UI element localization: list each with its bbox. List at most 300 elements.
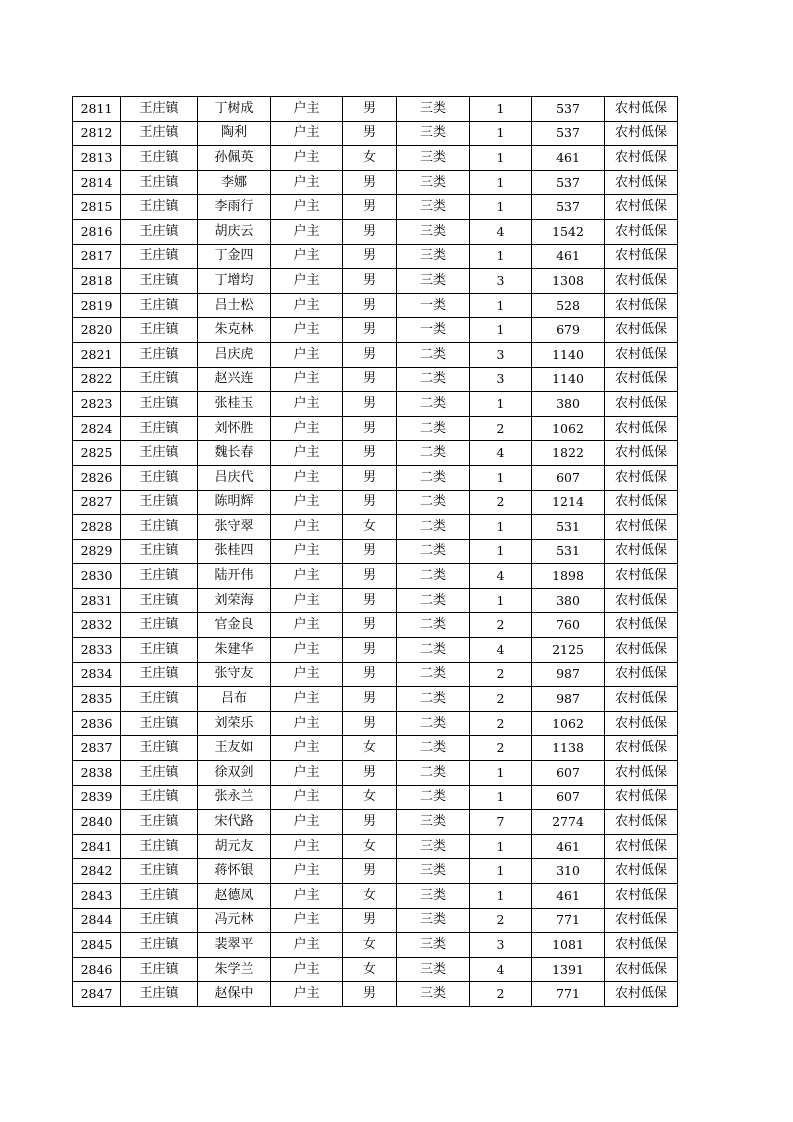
member-count-cell: 2 (470, 711, 532, 736)
category-cell: 三类 (397, 269, 470, 294)
sex-cell: 男 (343, 416, 397, 441)
member-count-cell: 1 (470, 785, 532, 810)
row-number-cell: 2841 (73, 834, 121, 859)
category-cell: 三类 (397, 957, 470, 982)
household-role-cell: 户主 (271, 859, 343, 884)
person-name-cell: 吕布 (198, 687, 271, 712)
sex-cell: 男 (343, 97, 397, 122)
table-row (73, 884, 678, 909)
person-name-cell: 赵保中 (198, 982, 271, 1007)
amount-cell: 537 (532, 97, 605, 122)
row-number-cell: 2833 (73, 638, 121, 663)
household-role-cell: 户主 (271, 957, 343, 982)
member-count-cell: 1 (470, 884, 532, 909)
row-number-cell: 2823 (73, 392, 121, 417)
sex-cell: 女 (343, 736, 397, 761)
household-role-cell: 户主 (271, 97, 343, 122)
member-count-cell: 1 (470, 121, 532, 146)
category-cell: 二类 (397, 785, 470, 810)
category-cell: 三类 (397, 97, 470, 122)
category-cell: 二类 (397, 761, 470, 786)
assistance-type-cell: 农村低保 (605, 342, 678, 367)
amount-cell: 1214 (532, 490, 605, 515)
assistance-type-cell: 农村低保 (605, 761, 678, 786)
amount-cell: 1081 (532, 933, 605, 958)
sex-cell: 女 (343, 834, 397, 859)
category-cell: 二类 (397, 613, 470, 638)
amount-cell: 1062 (532, 711, 605, 736)
assistance-type-cell: 农村低保 (605, 957, 678, 982)
assistance-type-cell: 农村低保 (605, 785, 678, 810)
person-name-cell: 孙佩英 (198, 146, 271, 171)
assistance-type-cell: 农村低保 (605, 834, 678, 859)
town-cell: 王庄镇 (121, 736, 198, 761)
member-count-cell: 1 (470, 465, 532, 490)
person-name-cell: 陶利 (198, 121, 271, 146)
member-count-cell: 2 (470, 490, 532, 515)
assistance-type-cell: 农村低保 (605, 588, 678, 613)
town-cell: 王庄镇 (121, 219, 198, 244)
member-count-cell: 3 (470, 269, 532, 294)
member-count-cell: 1 (470, 859, 532, 884)
town-cell: 王庄镇 (121, 441, 198, 466)
table-row (73, 785, 678, 810)
amount-cell: 1542 (532, 219, 605, 244)
town-cell: 王庄镇 (121, 293, 198, 318)
town-cell: 王庄镇 (121, 908, 198, 933)
roster-table (72, 96, 678, 1007)
assistance-type-cell: 农村低保 (605, 269, 678, 294)
sex-cell: 男 (343, 810, 397, 835)
town-cell: 王庄镇 (121, 687, 198, 712)
person-name-cell: 张守翠 (198, 515, 271, 540)
household-role-cell: 户主 (271, 564, 343, 589)
amount-cell: 607 (532, 761, 605, 786)
household-role-cell: 户主 (271, 195, 343, 220)
town-cell: 王庄镇 (121, 539, 198, 564)
person-name-cell: 裴翠平 (198, 933, 271, 958)
row-number-cell: 2847 (73, 982, 121, 1007)
person-name-cell: 陈明辉 (198, 490, 271, 515)
household-role-cell: 户主 (271, 490, 343, 515)
assistance-type-cell: 农村低保 (605, 367, 678, 392)
household-role-cell: 户主 (271, 834, 343, 859)
table-row (73, 834, 678, 859)
household-role-cell: 户主 (271, 219, 343, 244)
household-role-cell: 户主 (271, 539, 343, 564)
amount-cell: 461 (532, 244, 605, 269)
sex-cell: 女 (343, 515, 397, 540)
table-row (73, 761, 678, 786)
sex-cell: 男 (343, 392, 397, 417)
row-number-cell: 2811 (73, 97, 121, 122)
town-cell: 王庄镇 (121, 121, 198, 146)
sex-cell: 男 (343, 588, 397, 613)
category-cell: 二类 (397, 662, 470, 687)
amount-cell: 461 (532, 834, 605, 859)
row-number-cell: 2845 (73, 933, 121, 958)
household-role-cell: 户主 (271, 711, 343, 736)
amount-cell: 310 (532, 859, 605, 884)
table-row (73, 539, 678, 564)
table-row (73, 342, 678, 367)
member-count-cell: 2 (470, 687, 532, 712)
sex-cell: 男 (343, 539, 397, 564)
row-number-cell: 2843 (73, 884, 121, 909)
table-row (73, 588, 678, 613)
category-cell: 二类 (397, 367, 470, 392)
household-role-cell: 户主 (271, 884, 343, 909)
household-role-cell: 户主 (271, 465, 343, 490)
assistance-type-cell: 农村低保 (605, 170, 678, 195)
table-row (73, 219, 678, 244)
sex-cell: 男 (343, 269, 397, 294)
category-cell: 一类 (397, 318, 470, 343)
member-count-cell: 2 (470, 416, 532, 441)
sex-cell: 男 (343, 465, 397, 490)
sex-cell: 男 (343, 761, 397, 786)
member-count-cell: 1 (470, 293, 532, 318)
category-cell: 三类 (397, 982, 470, 1007)
amount-cell: 528 (532, 293, 605, 318)
person-name-cell: 宋代路 (198, 810, 271, 835)
town-cell: 王庄镇 (121, 195, 198, 220)
member-count-cell: 2 (470, 982, 532, 1007)
roster-body (73, 97, 678, 1007)
sex-cell: 男 (343, 687, 397, 712)
member-count-cell: 1 (470, 318, 532, 343)
household-role-cell: 户主 (271, 170, 343, 195)
amount-cell: 1898 (532, 564, 605, 589)
person-name-cell: 徐双剑 (198, 761, 271, 786)
town-cell: 王庄镇 (121, 711, 198, 736)
household-role-cell: 户主 (271, 908, 343, 933)
household-role-cell: 户主 (271, 785, 343, 810)
row-number-cell: 2828 (73, 515, 121, 540)
assistance-type-cell: 农村低保 (605, 441, 678, 466)
table-row (73, 859, 678, 884)
assistance-type-cell: 农村低保 (605, 613, 678, 638)
assistance-type-cell: 农村低保 (605, 539, 678, 564)
household-role-cell: 户主 (271, 588, 343, 613)
row-number-cell: 2844 (73, 908, 121, 933)
person-name-cell: 朱克林 (198, 318, 271, 343)
household-role-cell: 户主 (271, 810, 343, 835)
assistance-type-cell: 农村低保 (605, 908, 678, 933)
row-number-cell: 2822 (73, 367, 121, 392)
table-row (73, 957, 678, 982)
table-row (73, 515, 678, 540)
person-name-cell: 李娜 (198, 170, 271, 195)
member-count-cell: 1 (470, 834, 532, 859)
member-count-cell: 1 (470, 761, 532, 786)
amount-cell: 537 (532, 121, 605, 146)
household-role-cell: 户主 (271, 687, 343, 712)
category-cell: 二类 (397, 465, 470, 490)
member-count-cell: 1 (470, 392, 532, 417)
town-cell: 王庄镇 (121, 662, 198, 687)
town-cell: 王庄镇 (121, 416, 198, 441)
row-number-cell: 2840 (73, 810, 121, 835)
sex-cell: 男 (343, 342, 397, 367)
amount-cell: 537 (532, 170, 605, 195)
person-name-cell: 张永兰 (198, 785, 271, 810)
amount-cell: 987 (532, 662, 605, 687)
row-number-cell: 2831 (73, 588, 121, 613)
row-number-cell: 2812 (73, 121, 121, 146)
town-cell: 王庄镇 (121, 982, 198, 1007)
row-number-cell: 2838 (73, 761, 121, 786)
member-count-cell: 1 (470, 244, 532, 269)
sex-cell: 男 (343, 367, 397, 392)
amount-cell: 679 (532, 318, 605, 343)
town-cell: 王庄镇 (121, 933, 198, 958)
row-number-cell: 2827 (73, 490, 121, 515)
town-cell: 王庄镇 (121, 810, 198, 835)
table-row (73, 687, 678, 712)
town-cell: 王庄镇 (121, 564, 198, 589)
amount-cell: 1140 (532, 367, 605, 392)
sex-cell: 女 (343, 933, 397, 958)
row-number-cell: 2817 (73, 244, 121, 269)
table-row (73, 293, 678, 318)
amount-cell: 1391 (532, 957, 605, 982)
town-cell: 王庄镇 (121, 465, 198, 490)
assistance-type-cell: 农村低保 (605, 810, 678, 835)
amount-cell: 461 (532, 884, 605, 909)
row-number-cell: 2820 (73, 318, 121, 343)
member-count-cell: 3 (470, 933, 532, 958)
category-cell: 二类 (397, 638, 470, 663)
town-cell: 王庄镇 (121, 884, 198, 909)
category-cell: 三类 (397, 146, 470, 171)
household-role-cell: 户主 (271, 638, 343, 663)
town-cell: 王庄镇 (121, 834, 198, 859)
assistance-type-cell: 农村低保 (605, 933, 678, 958)
category-cell: 二类 (397, 687, 470, 712)
sex-cell: 男 (343, 662, 397, 687)
category-cell: 二类 (397, 539, 470, 564)
category-cell: 三类 (397, 884, 470, 909)
member-count-cell: 3 (470, 342, 532, 367)
sex-cell: 男 (343, 244, 397, 269)
person-name-cell: 张桂四 (198, 539, 271, 564)
household-role-cell: 户主 (271, 244, 343, 269)
sex-cell: 男 (343, 638, 397, 663)
assistance-type-cell: 农村低保 (605, 392, 678, 417)
table-row (73, 613, 678, 638)
sex-cell: 男 (343, 490, 397, 515)
town-cell: 王庄镇 (121, 761, 198, 786)
assistance-type-cell: 农村低保 (605, 121, 678, 146)
person-name-cell: 张桂玉 (198, 392, 271, 417)
town-cell: 王庄镇 (121, 859, 198, 884)
household-role-cell: 户主 (271, 392, 343, 417)
assistance-type-cell: 农村低保 (605, 97, 678, 122)
member-count-cell: 1 (470, 97, 532, 122)
assistance-type-cell: 农村低保 (605, 465, 678, 490)
person-name-cell: 丁增均 (198, 269, 271, 294)
assistance-type-cell: 农村低保 (605, 293, 678, 318)
member-count-cell: 1 (470, 515, 532, 540)
amount-cell: 1138 (532, 736, 605, 761)
table-row (73, 146, 678, 171)
table-row (73, 638, 678, 663)
amount-cell: 461 (532, 146, 605, 171)
person-name-cell: 吕庆代 (198, 465, 271, 490)
sex-cell: 男 (343, 219, 397, 244)
amount-cell: 2125 (532, 638, 605, 663)
sex-cell: 男 (343, 318, 397, 343)
person-name-cell: 魏长春 (198, 441, 271, 466)
table-row (73, 318, 678, 343)
table-row (73, 97, 678, 122)
household-role-cell: 户主 (271, 293, 343, 318)
category-cell: 二类 (397, 416, 470, 441)
category-cell: 二类 (397, 441, 470, 466)
household-role-cell: 户主 (271, 613, 343, 638)
category-cell: 一类 (397, 293, 470, 318)
town-cell: 王庄镇 (121, 367, 198, 392)
amount-cell: 380 (532, 392, 605, 417)
table-row (73, 392, 678, 417)
row-number-cell: 2814 (73, 170, 121, 195)
table-row (73, 269, 678, 294)
sex-cell: 男 (343, 195, 397, 220)
table-row (73, 170, 678, 195)
row-number-cell: 2834 (73, 662, 121, 687)
category-cell: 二类 (397, 490, 470, 515)
table-row (73, 195, 678, 220)
household-role-cell: 户主 (271, 342, 343, 367)
category-cell: 三类 (397, 170, 470, 195)
member-count-cell: 1 (470, 146, 532, 171)
row-number-cell: 2846 (73, 957, 121, 982)
town-cell: 王庄镇 (121, 318, 198, 343)
table-row (73, 465, 678, 490)
category-cell: 二类 (397, 342, 470, 367)
member-count-cell: 2 (470, 613, 532, 638)
table-row (73, 490, 678, 515)
household-role-cell: 户主 (271, 761, 343, 786)
table-row (73, 367, 678, 392)
household-role-cell: 户主 (271, 441, 343, 466)
member-count-cell: 4 (470, 219, 532, 244)
assistance-type-cell: 农村低保 (605, 515, 678, 540)
household-role-cell: 户主 (271, 367, 343, 392)
person-name-cell: 王友如 (198, 736, 271, 761)
member-count-cell: 2 (470, 908, 532, 933)
assistance-type-cell: 农村低保 (605, 859, 678, 884)
assistance-type-cell: 农村低保 (605, 490, 678, 515)
member-count-cell: 7 (470, 810, 532, 835)
assistance-type-cell: 农村低保 (605, 711, 678, 736)
amount-cell: 771 (532, 982, 605, 1007)
person-name-cell: 官金良 (198, 613, 271, 638)
assistance-type-cell: 农村低保 (605, 219, 678, 244)
row-number-cell: 2819 (73, 293, 121, 318)
town-cell: 王庄镇 (121, 785, 198, 810)
row-number-cell: 2821 (73, 342, 121, 367)
household-role-cell: 户主 (271, 269, 343, 294)
member-count-cell: 1 (470, 539, 532, 564)
person-name-cell: 朱学兰 (198, 957, 271, 982)
sex-cell: 男 (343, 908, 397, 933)
sex-cell: 男 (343, 982, 397, 1007)
person-name-cell: 李雨行 (198, 195, 271, 220)
sex-cell: 女 (343, 884, 397, 909)
household-role-cell: 户主 (271, 318, 343, 343)
row-number-cell: 2825 (73, 441, 121, 466)
table-row (73, 564, 678, 589)
sex-cell: 男 (343, 170, 397, 195)
person-name-cell: 吕庆虎 (198, 342, 271, 367)
sex-cell: 女 (343, 785, 397, 810)
town-cell: 王庄镇 (121, 97, 198, 122)
assistance-type-cell: 农村低保 (605, 564, 678, 589)
member-count-cell: 1 (470, 588, 532, 613)
assistance-type-cell: 农村低保 (605, 195, 678, 220)
member-count-cell: 4 (470, 441, 532, 466)
assistance-type-cell: 农村低保 (605, 318, 678, 343)
row-number-cell: 2830 (73, 564, 121, 589)
sex-cell: 女 (343, 957, 397, 982)
amount-cell: 1140 (532, 342, 605, 367)
amount-cell: 537 (532, 195, 605, 220)
amount-cell: 380 (532, 588, 605, 613)
category-cell: 三类 (397, 244, 470, 269)
category-cell: 三类 (397, 933, 470, 958)
member-count-cell: 1 (470, 170, 532, 195)
sex-cell: 男 (343, 293, 397, 318)
table-row (73, 982, 678, 1007)
row-number-cell: 2836 (73, 711, 121, 736)
category-cell: 二类 (397, 711, 470, 736)
category-cell: 三类 (397, 195, 470, 220)
row-number-cell: 2815 (73, 195, 121, 220)
person-name-cell: 刘怀胜 (198, 416, 271, 441)
amount-cell: 531 (532, 539, 605, 564)
household-role-cell: 户主 (271, 933, 343, 958)
table-row (73, 441, 678, 466)
row-number-cell: 2832 (73, 613, 121, 638)
member-count-cell: 4 (470, 564, 532, 589)
category-cell: 三类 (397, 121, 470, 146)
category-cell: 二类 (397, 736, 470, 761)
member-count-cell: 4 (470, 957, 532, 982)
assistance-type-cell: 农村低保 (605, 146, 678, 171)
person-name-cell: 朱建华 (198, 638, 271, 663)
assistance-type-cell: 农村低保 (605, 736, 678, 761)
sex-cell: 男 (343, 859, 397, 884)
assistance-type-cell: 农村低保 (605, 687, 678, 712)
row-number-cell: 2835 (73, 687, 121, 712)
table-row (73, 810, 678, 835)
household-role-cell: 户主 (271, 121, 343, 146)
member-count-cell: 3 (470, 367, 532, 392)
row-number-cell: 2839 (73, 785, 121, 810)
town-cell: 王庄镇 (121, 170, 198, 195)
category-cell: 三类 (397, 834, 470, 859)
sex-cell: 男 (343, 121, 397, 146)
town-cell: 王庄镇 (121, 146, 198, 171)
row-number-cell: 2818 (73, 269, 121, 294)
assistance-type-cell: 农村低保 (605, 662, 678, 687)
person-name-cell: 丁金四 (198, 244, 271, 269)
amount-cell: 531 (532, 515, 605, 540)
household-role-cell: 户主 (271, 515, 343, 540)
category-cell: 三类 (397, 810, 470, 835)
